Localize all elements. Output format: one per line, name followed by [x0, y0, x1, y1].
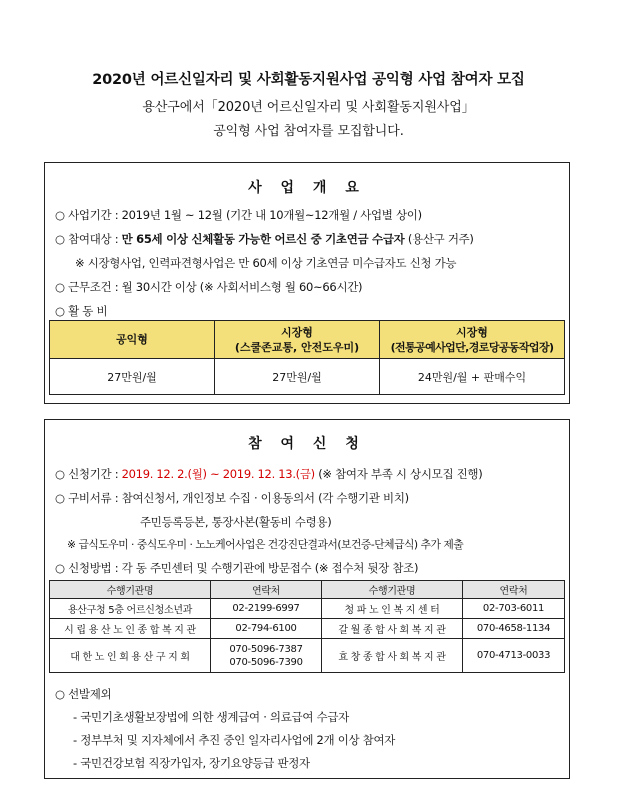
apply-heading: 참 여 신 청	[248, 436, 366, 452]
period-row	[55, 207, 422, 223]
method-label: 신청방법 :	[68, 561, 119, 575]
period-value: 2019년 1월 ~ 12월 (기간 내 10개월~12개월 / 사업별 상이)	[121, 208, 422, 222]
org-name-cell: 갈 월 종 합 사 회 복 지 관	[322, 619, 463, 639]
org-table-row	[50, 599, 565, 619]
work-row	[55, 279, 362, 295]
docs-note: ※ 급식도우미 · 중식도우미 · 노노케어사업은 건강진단결과서(보건증-단체급식) 추가 제출	[67, 538, 464, 551]
apply-period-value: 2019. 12. 2.(월) ~ 2019. 12. 13.(금)	[121, 467, 315, 481]
pay-value-cell: 24만원/월 + 판매수익	[380, 359, 565, 395]
org-table-header	[50, 581, 565, 599]
overview-box	[44, 162, 570, 404]
pay-header-cell: 시장형 (전통공예사업단,경로당공동작업장)	[380, 321, 565, 359]
org-table-row	[50, 619, 565, 639]
org-phone-cell: 070-5096-7387 070-5096-7390	[211, 639, 322, 673]
method-value: 각 동 주민센터 및 수행기관에 방문접수 (※ 접수처 뒷장 참조)	[121, 561, 419, 575]
apply-period-row	[55, 466, 482, 482]
exclude-item: - 국민건강보험 직장가입자, 장기요양등급 판정자	[73, 756, 310, 770]
pay-header-cell: 시장형 (스쿨존교통, 안전도우미)	[215, 321, 380, 359]
org-header-cell: 연락처	[463, 581, 565, 599]
org-name-cell: 대 한 노 인 회 용 산 구 지 회	[50, 639, 211, 673]
method-row	[55, 560, 418, 576]
org-header-cell: 수행기관명	[50, 581, 211, 599]
pay-row	[55, 303, 107, 319]
work-value: 월 30시간 이상 (※ 사회서비스형 월 60~66시간)	[121, 280, 363, 294]
intro-line-1: 용산구에서「2020년 어르신일자리 및 사회활동지원사업」	[142, 100, 475, 115]
target-label: 참여대상 :	[68, 232, 119, 246]
org-phone-cell: 02-703-6011	[463, 599, 565, 619]
bullet-icon: ○	[55, 491, 65, 505]
target-tail: (용산구 거주)	[407, 232, 474, 246]
page-title: 2020년 어르신일자리 및 사회활동지원사업 공익형 사업 참여자 모집	[92, 72, 525, 88]
org-table	[49, 580, 565, 673]
org-phone-cell: 02-2199-6997	[211, 599, 322, 619]
pay-table	[49, 320, 565, 395]
org-name-cell: 청 파 노 인 복 지 센 터	[322, 599, 463, 619]
org-name-cell: 용산구청 5층 어르신청소년과	[50, 599, 211, 619]
org-phone-cell: 070-4658-1134	[463, 619, 565, 639]
exclude-row	[55, 686, 111, 702]
target-bold: 만 65세 이상 신체활동 가능한 어르신 중 기초연금 수급자	[121, 232, 405, 246]
bullet-icon: ○	[55, 280, 65, 294]
pay-value-cell: 27만원/월	[215, 359, 380, 395]
bullet-icon: ○	[55, 561, 65, 575]
target-row	[55, 231, 474, 247]
overview-heading: 사 업 개 요	[248, 180, 366, 196]
org-name-cell: 시 립 용 산 노 인 종 합 복 지 관	[50, 619, 211, 639]
docs-label: 구비서류 :	[68, 491, 119, 505]
bullet-icon: ○	[55, 467, 65, 481]
org-phone-cell: 02-794-6100	[211, 619, 322, 639]
apply-box	[44, 419, 570, 779]
apply-period-note: (※ 참여자 부족 시 상시모집 진행)	[318, 467, 483, 481]
org-name-cell: 효 창 종 합 사 회 복 지 관	[322, 639, 463, 673]
org-table-row	[50, 639, 565, 673]
target-note: ※ 시장형사업, 인력파견형사업은 만 60세 이상 기초연금 미수급자도 신청 가능	[75, 256, 457, 270]
bullet-icon: ○	[55, 232, 65, 246]
work-label: 근무조건 :	[68, 280, 119, 294]
bullet-icon: ○	[55, 304, 65, 318]
bullet-icon: ○	[55, 208, 65, 222]
pay-header-cell: 공익형	[50, 321, 215, 359]
docs-row	[55, 490, 409, 506]
docs-line-1: 참여신청서, 개인정보 수집 · 이용동의서 (각 수행기관 비치)	[121, 491, 409, 505]
bullet-icon: ○	[55, 687, 65, 701]
org-phone-cell: 070-4713-0033	[463, 639, 565, 673]
pay-table-row	[50, 359, 565, 395]
exclude-item: - 국민기초생활보장법에 의한 생계급여 · 의료급여 수급자	[73, 710, 349, 724]
apply-period-label: 신청기간 :	[68, 467, 119, 481]
intro-line-2: 공익형 사업 참여자를 모집합니다.	[213, 124, 404, 139]
pay-table-header	[50, 321, 565, 359]
pay-value-cell: 27만원/월	[50, 359, 215, 395]
org-header-cell: 수행기관명	[322, 581, 463, 599]
exclude-label: 선발제외	[68, 687, 112, 701]
period-label: 사업기간 :	[68, 208, 119, 222]
exclude-item: - 정부부처 및 지자체에서 추진 중인 일자리사업에 2개 이상 참여자	[73, 733, 396, 747]
org-header-cell: 연락처	[211, 581, 322, 599]
docs-line-2: 주민등록등본, 통장사본(활동비 수령용)	[140, 515, 332, 529]
pay-label: 활 동 비	[68, 304, 108, 318]
